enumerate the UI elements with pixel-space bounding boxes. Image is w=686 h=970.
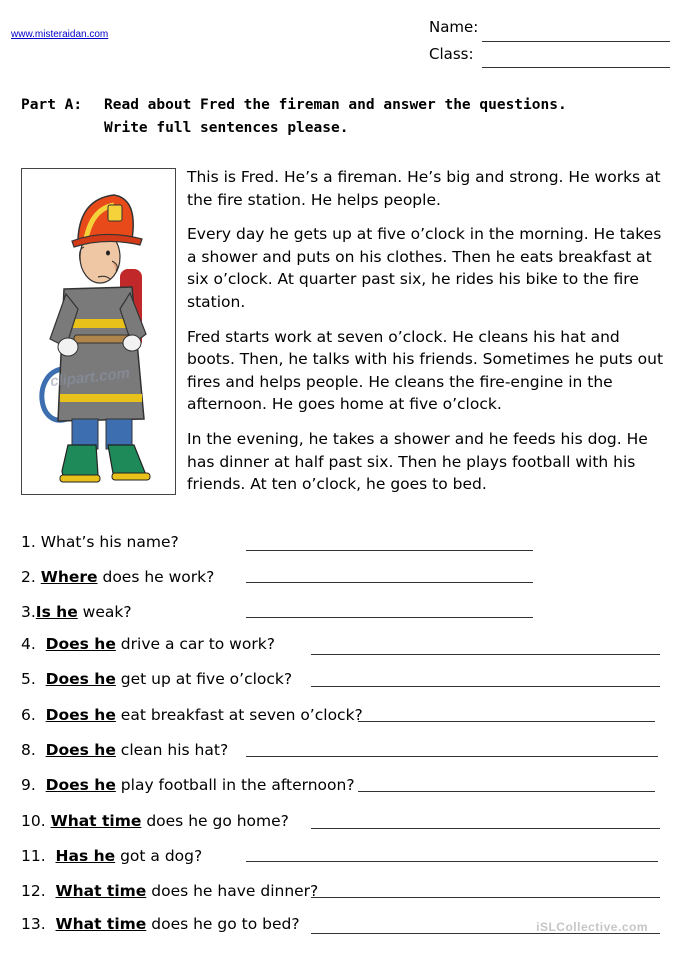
question-text: does he go to bed? (151, 915, 300, 933)
question-number: 8. (21, 741, 36, 759)
question-number: 5. (21, 670, 36, 688)
story-paragraph: Fred starts work at seven o’clock. He cleans his hat and boots. Then, he talks with his friends. Sometimes he puts out fires and helps people. He cleans the fire-engine in the afternoon. He goes home at five o’clock. (187, 327, 664, 414)
answer-line-9[interactable] (358, 791, 655, 792)
question-6 (21, 706, 363, 724)
question-number: 10. (21, 812, 46, 830)
question-text: does he work? (102, 568, 215, 586)
class-label: Class: (429, 45, 474, 63)
answer-line-10[interactable] (311, 828, 660, 829)
question-keyword: What time (55, 915, 147, 933)
question-5 (21, 670, 292, 688)
question-keyword: What time (50, 812, 142, 830)
question-number: 4. (21, 635, 36, 653)
question-keyword: Does he (45, 741, 116, 759)
fireman-icon (22, 169, 175, 494)
story-text (187, 166, 667, 508)
answer-line-5[interactable] (311, 686, 660, 687)
question-text: got a dog? (120, 847, 203, 865)
instruction-line-1: Read about Fred the fireman and answer the questions. (104, 97, 567, 113)
site-link[interactable]: www.misteraidan.com (11, 29, 109, 40)
story-paragraph: This is Fred. He’s a fireman. He’s big and strong. He works at the fire station. He helps people. (187, 168, 661, 209)
question-number: 12. (21, 882, 46, 900)
answer-line-8[interactable] (246, 756, 658, 757)
story-paragraph: In the evening, he takes a shower and he feeds his dog. He has dinner at half past six. Then he plays football with his friends. At ten o’clock, he goes to bed. (187, 429, 648, 494)
answer-line-3[interactable] (246, 617, 533, 618)
question-8 (21, 741, 228, 759)
part-label: Part A: (21, 97, 83, 113)
question-11 (21, 847, 202, 865)
question-text: weak? (82, 603, 132, 621)
question-9 (21, 776, 355, 794)
question-number: 6. (21, 706, 36, 724)
question-number: 11. (21, 847, 46, 865)
question-number: 13. (21, 915, 46, 933)
question-keyword: Where (40, 568, 98, 586)
instruction-line-2: Write full sentences please. (104, 120, 349, 136)
question-number: 2. (21, 568, 36, 586)
question-4 (21, 635, 275, 653)
answer-line-6[interactable] (358, 721, 655, 722)
answer-line-11[interactable] (246, 861, 658, 862)
class-answer-line[interactable] (482, 67, 670, 68)
answer-line-12[interactable] (311, 897, 660, 898)
question-keyword: Does he (45, 706, 116, 724)
answer-line-2[interactable] (246, 582, 533, 583)
question-keyword: Does he (45, 776, 116, 794)
question-text: eat breakfast at seven o’clock? (120, 706, 363, 724)
question-text: does he go home? (146, 812, 289, 830)
question-1 (21, 533, 179, 551)
question-number: 9. (21, 776, 36, 794)
question-13 (21, 915, 300, 933)
question-keyword: What time (55, 882, 147, 900)
story-paragraph: Every day he gets up at five o’clock in the morning. He takes a shower and puts on his clothes. Then he eats breakfast at six o’clock. At quarter past six, he rides his bike to the fire station. (187, 225, 662, 311)
answer-line-4[interactable] (311, 654, 660, 655)
question-3 (21, 603, 132, 621)
question-text: drive a car to work? (120, 635, 275, 653)
question-keyword: Does he (45, 670, 116, 688)
question-number: 3. (21, 603, 36, 621)
question-keyword: Has he (55, 847, 116, 865)
question-keyword: Does he (45, 635, 116, 653)
question-text: What’s his name? (40, 533, 179, 551)
question-text: play football in the afternoon? (120, 776, 355, 794)
islcollective-watermark: iSLCollective.com (536, 920, 648, 934)
question-12 (21, 882, 318, 900)
name-answer-line[interactable] (482, 41, 670, 42)
clipart-watermark: clipart.com (49, 364, 131, 391)
question-text: clean his hat? (120, 741, 229, 759)
question-text: get up at five o’clock? (120, 670, 293, 688)
question-number: 1. (21, 533, 36, 551)
name-label: Name: (429, 18, 479, 36)
question-2 (21, 568, 214, 586)
question-keyword: Is he (35, 603, 78, 621)
question-text: does he have dinner? (151, 882, 319, 900)
answer-line-1[interactable] (246, 550, 533, 551)
fireman-picture (21, 168, 176, 495)
question-10 (21, 812, 289, 830)
